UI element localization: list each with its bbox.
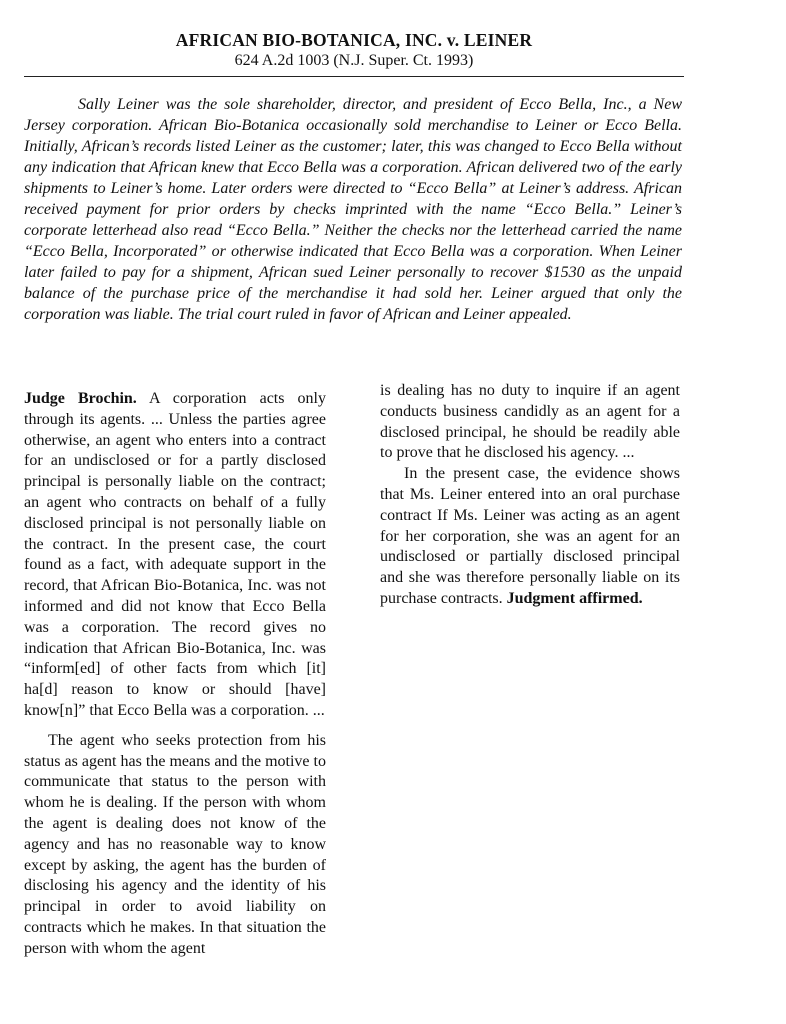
opinion-paragraph-3 <box>380 464 680 610</box>
opinion-right-column <box>380 381 680 610</box>
opinion-paragraph-3-text: In the present case, the evidence shows that Ms. Leiner entered into an oral purchase contract If Ms. Leiner was acting as an agent for her corporation, she was an agent for an undisclosed or partially disclosed principal and she was therefore personally liable on its purchase contracts. <box>380 465 680 607</box>
case-title: AFRICAN BIO-BOTANICA, INC. v. LEINER <box>175 30 533 50</box>
opinion-left-column <box>24 389 326 960</box>
disposition: Judgment affirmed. <box>506 589 643 607</box>
judge-name: Judge Brochin. <box>24 390 137 407</box>
opinion-paragraph-2-start: The agent who seeks protection from his status as agent has the means and the motive to communicate that status to the person with whom he is dealing. If the person with whom the agent is dealing does not know of the agency and has no reasonable way to know except by asking, the agent has the burden of disclosing his agency and the identity of his principal in order to avoid liability on contracts which he makes. In that situation the person with whom the agent <box>24 731 326 957</box>
case-citation: 624 A.2d 1003 (N.J. Super. Ct. 1993) <box>234 52 474 69</box>
case-header <box>24 30 684 77</box>
opinion-paragraph-2-end: is dealing has no duty to inquire if an agent conducts business candidly as an agent for a disclosed principal, he should be readily able to prove that he disclosed his agency. ... <box>380 382 680 462</box>
opinion-paragraph-1 <box>24 389 326 722</box>
case-summary: Sally Leiner was the sole shareholder, director, and president of Ecco Bella, Inc., a New Jersey corporation. African Bio-Botanica occasionally sold merchandise to Leiner or Ecco Bella. Initially, African’s records listed Leiner as the customer; later, this was changed to Ecco Bella without any indication that African knew that Ecco Bella was a corporation. African delivered two of the early shipments to Leiner’s home. Later orders were directed to “Ecco Bella” at Leiner’s address. African received payment for prior orders by checks imprinted with the name “Ecco Bella.” Leiner’s corporate letterhead also read “Ecco Bella.” Neither the checks nor the letterhead carried the name “Ecco Bella, Incorporated” or otherwise indicated that Ecco Bella was a corporation. When Leiner later failed to pay for a shipment, African sued Leiner personally to recover $1530 as the unpaid balance of the purchase price of the merchandise it had sold her. Leiner argued that only the corporation was liable. The trial court ruled in favor of African and Leiner appealed. <box>24 96 682 323</box>
opinion-paragraph-1-text: A corporation acts only through its agents. ... Unless the parties agree otherwise, an agent who enters into a contract for an undisclosed or for a partly disclosed principal is personally liable on the contract; an agent who contracts on behalf of a fully disclosed principal is not personally liable on the contract. In the present case, the court found as a fact, with adequate support in the record, that African Bio-Botanica, Inc. was not informed and did not know that Ecco Bella was a corporation. The record gives no indication that African Bio-Botanica, Inc. was “inform[ed] of other facts from which [it] ha[d] reason to know or should [have] know[n]” that Ecco Bella was a corporation. ... <box>24 390 326 719</box>
